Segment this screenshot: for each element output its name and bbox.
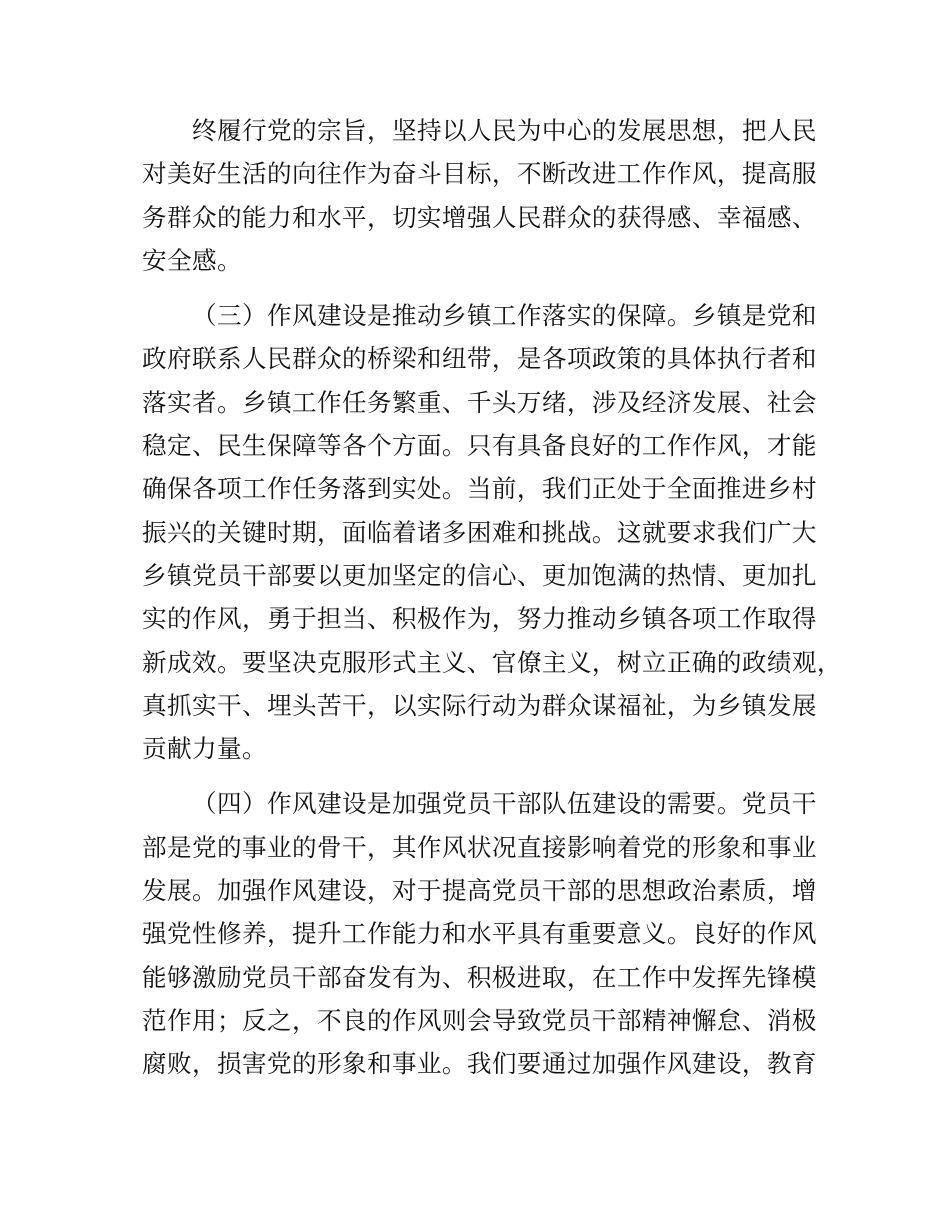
- text-line: 确保各项工作任务落到实处。当前，我们正处于全面推进乡村: [142, 474, 817, 504]
- text-line: 乡镇党员干部要以更加坚定的信心、更加饱满的热情、更加扎: [142, 560, 817, 590]
- paragraph-3: [142, 782, 832, 1085]
- paragraph-1: [142, 109, 832, 282]
- text-line: 能够激励党员干部奋发有为、积极进取，在工作中发挥先锋模: [142, 962, 817, 992]
- text-line: 腐败，损害党的形象和事业。我们要通过加强作风建设，教育: [142, 1049, 817, 1079]
- text-line: 终履行党的宗旨，坚持以人民为中心的发展思想，把人民: [192, 116, 817, 145]
- text-line: 振兴的关键时期，面临着诸多困难和挑战。这就要求我们广大: [142, 517, 817, 547]
- text-line: 安全感。: [142, 245, 242, 275]
- document-body: [142, 109, 842, 1098]
- text-line: 政府联系人民群众的桥梁和纽带，是各项政策的具体执行者和: [142, 344, 817, 374]
- text-line: 强党性修养，提升工作能力和水平具有重要意义。良好的作风: [142, 919, 817, 949]
- text-line: 对美好生活的向往作为奋斗目标，不断改进工作作风，提高服: [142, 159, 817, 189]
- text-line: 务群众的能力和水平，切实增强人民群众的获得感、幸福感、: [142, 202, 817, 232]
- text-line: 稳定、民生保障等各个方面。只有具备良好的工作作风，才能: [142, 431, 817, 461]
- text-line: 实的作风，勇于担当、积极作为，努力推动乡镇各项工作取得: [142, 604, 817, 634]
- text-line: 新成效。要坚决克服形式主义、官僚主义，树立正确的政绩观，: [142, 647, 842, 677]
- text-line: （三）作风建设是推动乡镇工作落实的保障。乡镇是党和: [192, 301, 817, 331]
- text-line: （四）作风建设是加强党员干部队伍建设的需要。党员干: [192, 789, 817, 819]
- text-line: 落实者。乡镇工作任务繁重、千头万绪，涉及经济发展、社会: [142, 387, 817, 417]
- text-line: 部是党的事业的骨干，其作风状况直接影响着党的形象和事业: [142, 832, 817, 862]
- text-line: 发展。加强作风建设，对于提高党员干部的思想政治素质，增: [142, 876, 817, 906]
- paragraph-2: [142, 294, 842, 770]
- text-line: 贡献力量。: [142, 734, 267, 764]
- text-line: 真抓实干、埋头苦干，以实际行动为群众谋福祉，为乡镇发展: [142, 690, 817, 720]
- text-line: 范作用；反之，不良的作风则会导致党员干部精神懈怠、消极: [142, 1005, 817, 1035]
